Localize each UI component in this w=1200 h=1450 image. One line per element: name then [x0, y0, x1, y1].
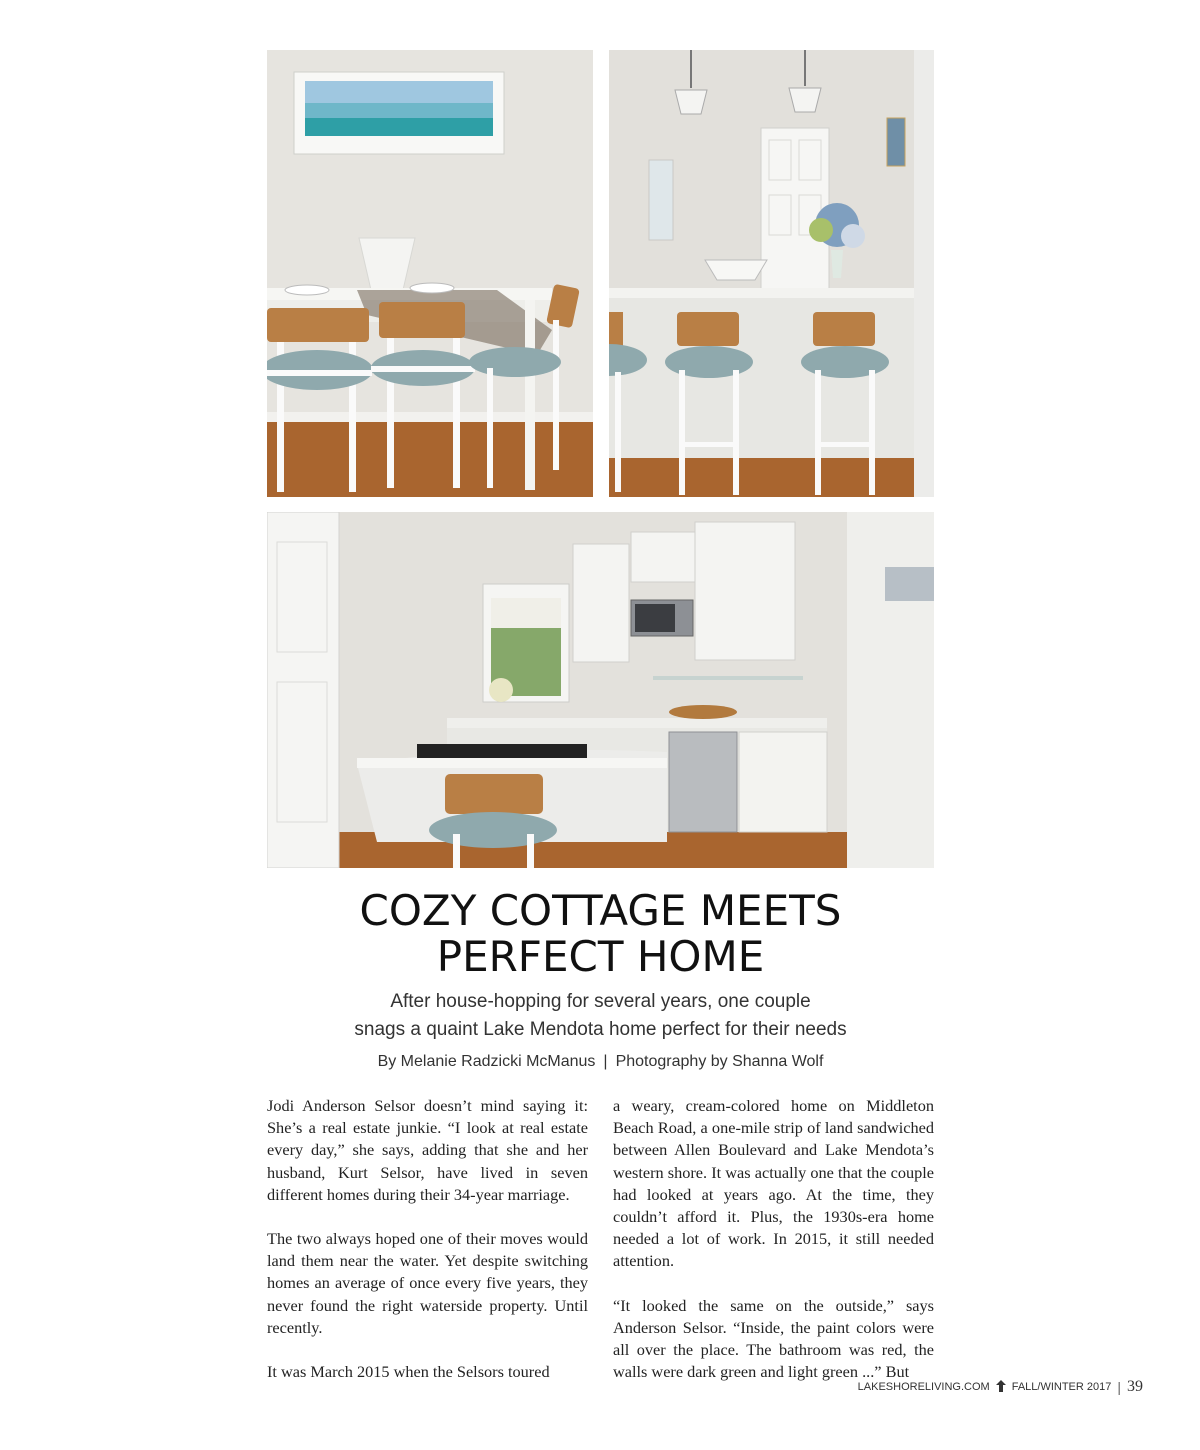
- article-subtitle: [267, 988, 934, 1044]
- byline: [267, 1050, 934, 1074]
- article-title: [267, 888, 934, 980]
- article-title-line-2: PERFECT HOME: [436, 932, 765, 981]
- article-subtitle-line-1: After house-hopping for several years, one couple: [390, 991, 811, 1012]
- byline-author: By Melanie Radzicki McManus: [377, 1053, 596, 1070]
- paragraph: Jodi Anderson Selsor doesn’t mind saying it: She’s a real estate junkie. “I look at real estate every day,” she says, adding that she and her husband, Kurt Selsor, have lived in seven different homes during their 34-year marriage.: [267, 1096, 588, 1204]
- paragraph: a weary, cream-colored home on Middleton Beach Road, a one-mile strip of land sandwiched between Allen Boulevard and Lake Mendota’s western shore. It was actually one that the couple had looked at years ago. At the time, they couldn’t afford it. Plus, the 1930s-era home needed a lot of work. In 2015, it still needed attention.: [613, 1096, 934, 1271]
- footer-website: LAKESHORELIVING.COM: [857, 1381, 990, 1393]
- paragraph: It was March 2015 when the Selsors toured: [267, 1362, 550, 1382]
- article-subtitle-line-2: snags a quaint Lake Mendota home perfect for their needs: [354, 1019, 847, 1040]
- photo-dining-room: [267, 50, 593, 497]
- paragraph: “It looked the same on the outside,” says Anderson Selsor. “Inside, the paint colors were all over the place. The bathroom was red, the walls were dark green and light green ...” But: [613, 1295, 934, 1382]
- article-title-line-1: COZY COTTAGE MEETS: [359, 886, 842, 935]
- body-column-right: [613, 1095, 934, 1405]
- body-column-left: [267, 1095, 588, 1405]
- page-footer: [858, 1378, 1143, 1396]
- footer-issue: FALL/WINTER 2017: [1011, 1381, 1112, 1393]
- byline-photographer: Photography by Shanna Wolf: [615, 1053, 824, 1070]
- photo-kitchen: [267, 512, 934, 868]
- footer-separator: |: [1117, 1379, 1121, 1395]
- photo-kitchen-counter: [609, 50, 934, 497]
- footer-logo-icon: [996, 1380, 1006, 1395]
- page-number: 39: [1127, 1378, 1143, 1395]
- byline-separator: |: [603, 1053, 608, 1070]
- paragraph: The two always hoped one of their moves would land them near the water. Yet despite switching homes an average of once every five years, they never found the right waterside property. Until recently.: [267, 1229, 588, 1337]
